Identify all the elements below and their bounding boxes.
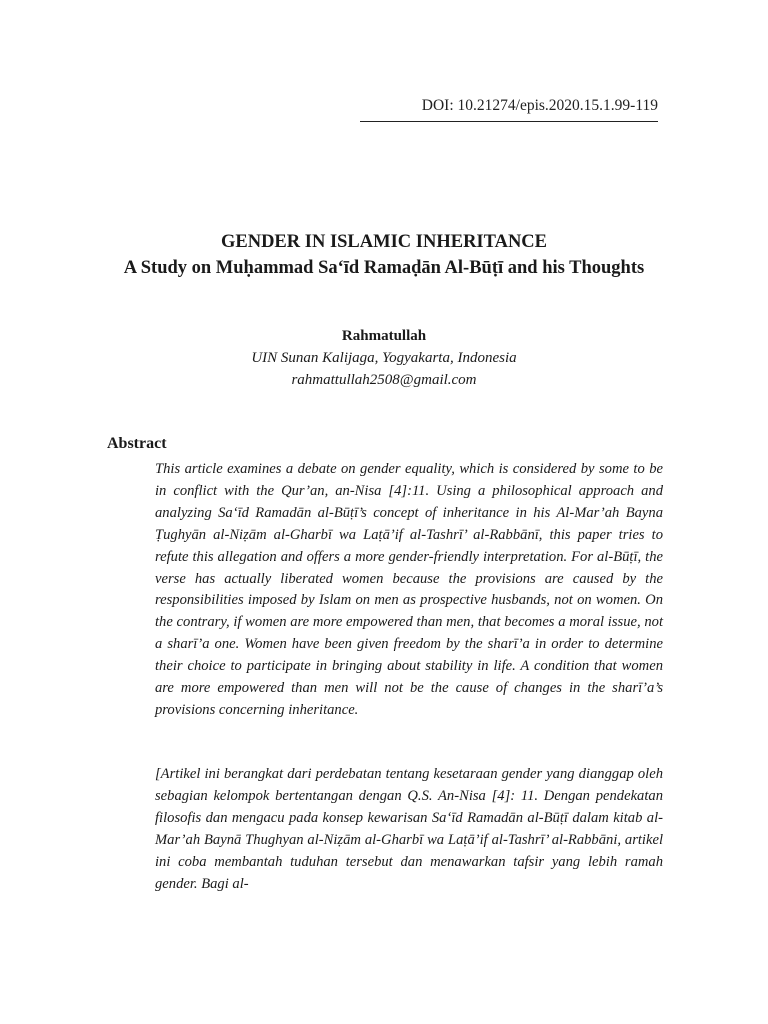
abstract-indonesian: [Artikel ini berangkat dari perdebatan tentang kesetaraan gender yang dianggap oleh sebagian kelompok bertentangan dengan Q.S. An-Nisa [4]: 11. Dengan pendekatan filosofis dan mengacu pada konsep kewarisan Sa‘īd Ramadān al-Būṭī dalam kitab al-Mar’ah Baynā Thughyan al-Niẓām al-Gharbī wa Laṭā’if al-Tashrī’ al-Rabbāni, artikel ini coba membantah tuduhan tersebut dan menawarkan tafsir yang lebih ramah gender. Bagi al- <box>155 766 663 892</box>
author-affiliation: UIN Sunan Kalijaga, Yogyakarta, Indonesia <box>251 350 517 366</box>
paper-title: GENDER IN ISLAMIC INHERITANCE <box>220 232 548 252</box>
abstract-heading: Abstract <box>107 435 167 452</box>
paper-subtitle: A Study on Muḥammad Sa‘īd Ramaḍān Al-Būṭī and his Thoughts <box>123 258 645 278</box>
doi-underline <box>360 121 658 122</box>
abstract-english: This article examines a debate on gender equality, which is considered by some to be in conflict with the Qur’an, an-Nisa [4]:11. Using a philosophical approach and analyzing Sa‘īd Ramadān al-Būṭī’s concept of inheritance in his Al-Mar’ah Bayna Ṭughyān al-Niẓām al-Gharbī wa Laṭā’if al-Tashrī’ al-Rabbānī, this paper tries to refute this allegation and offers a more gender-friendly interpretation. For al-Būṭī, the verse has actually liberated women because the provisions are caused by the responsibilities imposed by Islam on men as prospective husbands, not on women. On the contrary, if women are more empowered than men, that becomes a moral issue, not a sharī’a one. Women have been given freedom by the sharī’a in order to determine their choice to participate in bringing about stability in life. A condition that women are more empowered than men will not be the cause of changes in the sharī’a’s provisions concerning inheritance. <box>155 461 663 718</box>
doi-identifier: DOI: 10.21274/epis.2020.15.1.99-119 <box>421 97 658 114</box>
author-name: Rahmatullah <box>341 328 427 344</box>
author-email: rahmattullah2508@gmail.com <box>291 372 477 388</box>
